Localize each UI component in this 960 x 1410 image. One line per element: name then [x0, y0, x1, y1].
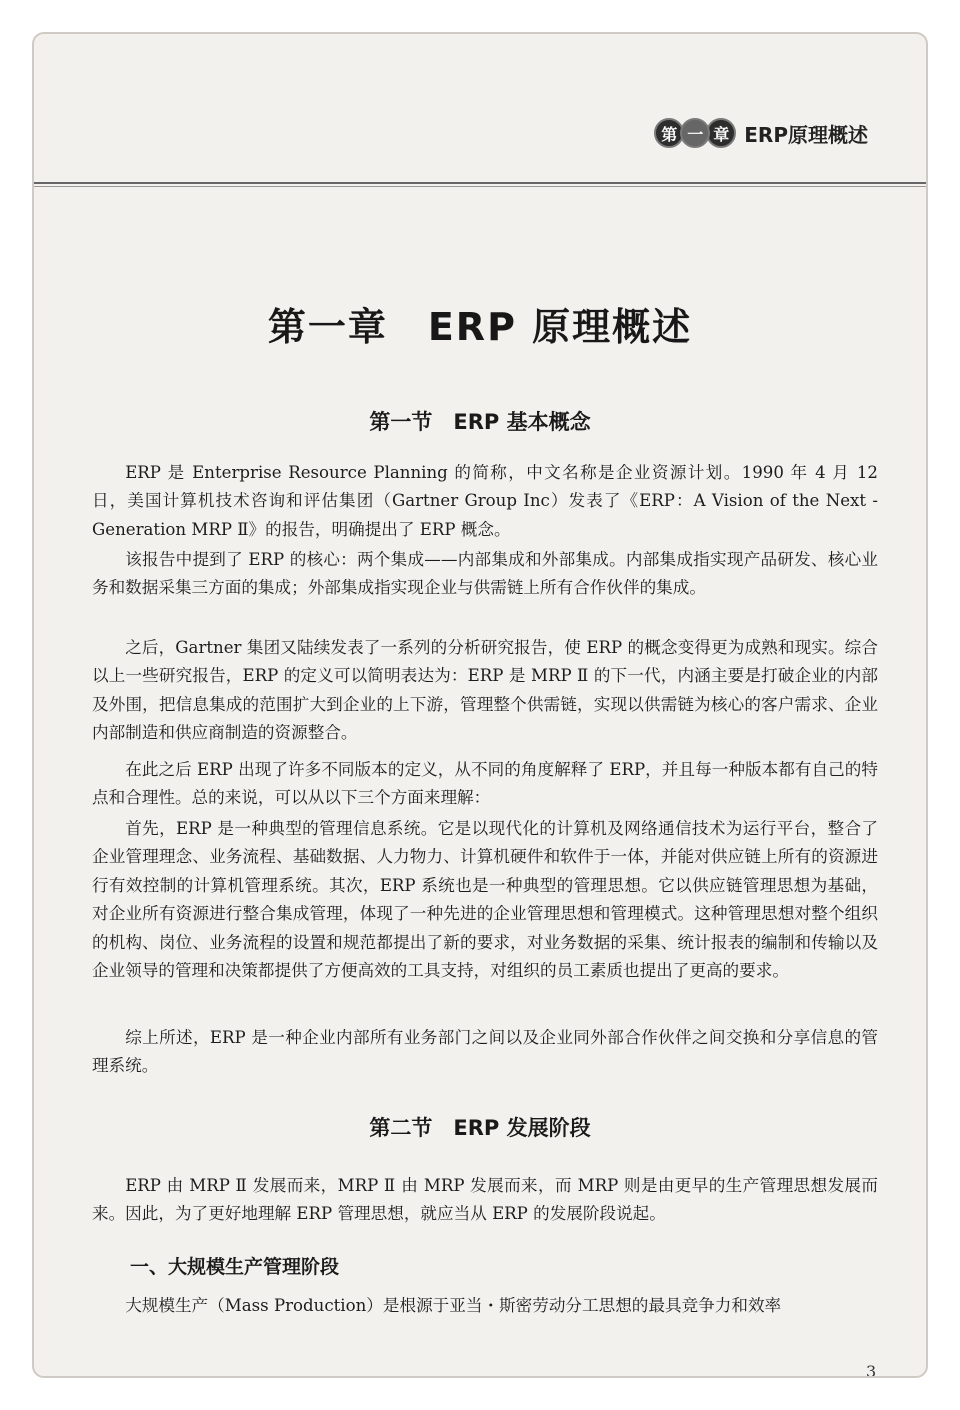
header-title: ERP原理概述	[744, 122, 868, 147]
paragraph: 首先，ERP 是一种典型的管理信息系统。它是以现代化的计算机及网络通信技术为运行平台，整合了企业管理理念、业务流程、基础数据、人力物力、计算机硬件和软件于一体，并能对供应链上所有的资源进行有效控制的计算机管理系统。其次，ERP 系统也是一种典型的管理思想。它以供应链管理思想为基础，对企业所有资源进行整合集成管理，体现了一种先进的企业管理思想和管理模式。这种管理思想对整个组织的机构、岗位、业务流程的设置和规范都提出了新的要求，对业务数据的采集、统计报表的编制和传输以及企业领导的管理和决策都提供了方便高效的工具支持，对组织的员工素质也提出了更高的要求。	[92, 819, 878, 981]
subheading: 一、大规模生产管理阶段	[130, 1256, 340, 1278]
badge-char-3: 章	[706, 118, 736, 148]
chapter-title: 第一章 ERP 原理概述	[267, 305, 693, 349]
paragraph: ERP 是 Enterprise Resource Planning 的简称，中文名称是企业资源计划。1990 年 4 月 12 日，美国计算机技术咨询和评估集团（Gartner Group Inc）发表了《ERP：A Vision of the Next - Generation MRP Ⅱ》的报告，明确提出了 ERP 概念。	[92, 463, 878, 539]
paragraph: 大规模生产（Mass Production）是根源于亚当・斯密劳动分工思想的最具竞争力和效率	[125, 1296, 782, 1315]
section-title-1: 第一节 ERP 基本概念	[369, 410, 591, 434]
paragraph: 之后，Gartner 集团又陆续发表了一系列的分析研究报告，使 ERP 的概念变得更为成熟和现实。综合以上一些研究报告，ERP 的定义可以简明表达为：ERP 是 MRP Ⅱ 的下一代，内涵主要是打破企业的内部及外围，把信息集成的范围扩大到企业的上下游，管理整个供需链，实现以供需链为核心的客户需求、企业内部制造和供应商制造的资源整合。	[92, 638, 878, 743]
paragraph: ERP 由 MRP Ⅱ 发展而来，MRP Ⅱ 由 MRP 发展而来，而 MRP 则是由更早的生产管理思想发展而来。因此，为了更好地理解 ERP 管理思想，就应当从 ERP 的发展阶段说起。	[92, 1176, 878, 1224]
paragraph: 综上所述，ERP 是一种企业内部所有业务部门之间以及企业同外部合作伙伴之间交换和分享信息的管理系统。	[92, 1028, 878, 1076]
page-number: 3	[866, 1362, 877, 1378]
badge-char-1: 第	[654, 118, 684, 148]
badge-char-2: 一	[680, 118, 710, 148]
chapter-badge	[654, 118, 736, 148]
header-rule	[34, 182, 926, 184]
header-rule-thin	[34, 186, 926, 187]
paragraph: 该报告中提到了 ERP 的核心：两个集成——内部集成和外部集成。内部集成指实现产品研发、核心业务和数据采集三方面的集成；外部集成指实现企业与供需链上所有合作伙伴的集成。	[92, 550, 878, 598]
book-page	[32, 32, 928, 1378]
paragraph: 在此之后 ERP 出现了许多不同版本的定义，从不同的角度解释了 ERP，并且每一种版本都有自己的特点和合理性。总的来说，可以从以下三个方面来理解：	[92, 760, 878, 808]
running-header	[654, 116, 868, 150]
section-title-2: 第二节 ERP 发展阶段	[369, 1116, 591, 1140]
